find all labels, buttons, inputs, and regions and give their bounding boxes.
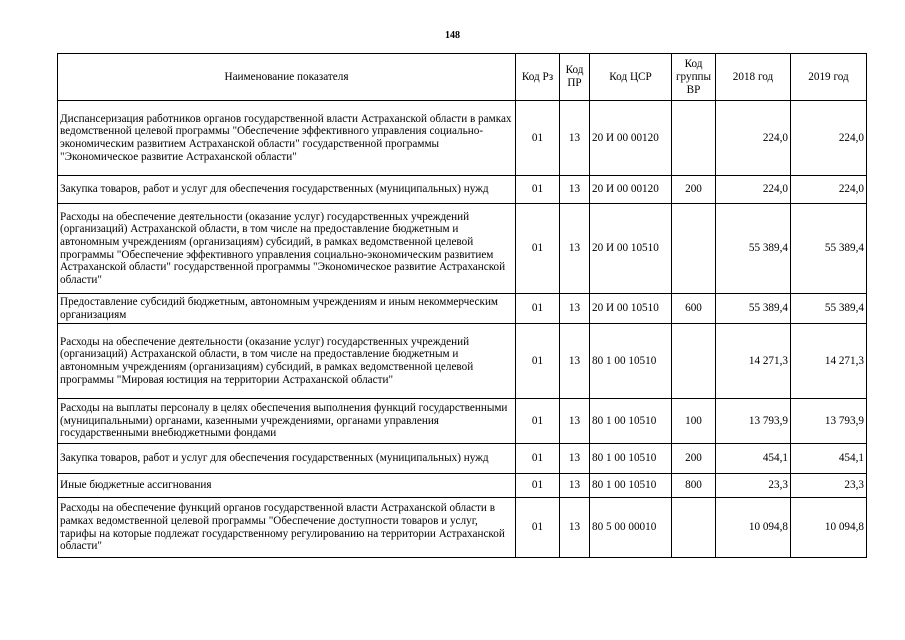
row-pr: 13 [560, 324, 590, 399]
table-row [58, 444, 867, 474]
row-csr: 80 5 00 00010 [590, 498, 672, 558]
row-pr: 13 [560, 399, 590, 444]
row-csr: 80 1 00 10510 [590, 399, 672, 444]
header-rz: Код Рз [516, 54, 560, 101]
row-name: Закупка товаров, работ и услуг для обеспечения государственных (муниципальных) нужд [58, 176, 516, 204]
header-2018: 2018 год [716, 54, 791, 101]
row-csr: 80 1 00 10510 [590, 324, 672, 399]
row-pr: 13 [560, 498, 590, 558]
row-rz: 01 [516, 204, 560, 294]
row-2019: 224,0 [791, 101, 867, 176]
header-vr: Код группы ВР [672, 54, 716, 101]
row-2019: 13 793,9 [791, 399, 867, 444]
row-rz: 01 [516, 474, 560, 498]
table-row [58, 204, 867, 294]
row-vr [672, 324, 716, 399]
row-vr: 800 [672, 474, 716, 498]
header-2019: 2019 год [791, 54, 867, 101]
row-2018: 224,0 [716, 101, 791, 176]
table-row [58, 498, 867, 558]
row-name: Закупка товаров, работ и услуг для обеспечения государственных (муниципальных) нужд [58, 444, 516, 474]
row-vr [672, 204, 716, 294]
table-row [58, 324, 867, 399]
row-2018: 55 389,4 [716, 204, 791, 294]
row-rz: 01 [516, 101, 560, 176]
row-vr [672, 101, 716, 176]
row-csr: 20 И 00 00120 [590, 176, 672, 204]
row-2019: 23,3 [791, 474, 867, 498]
row-2018: 55 389,4 [716, 294, 791, 324]
row-csr: 80 1 00 10510 [590, 444, 672, 474]
row-2019: 14 271,3 [791, 324, 867, 399]
row-vr: 200 [672, 444, 716, 474]
header-name: Наименование показателя [58, 54, 516, 101]
row-pr: 13 [560, 204, 590, 294]
page-number: 148 [445, 30, 460, 41]
row-csr: 20 И 00 10510 [590, 204, 672, 294]
row-name: Диспансеризация работников органов государственной власти Астраханской области в рамках ведомственной целевой программы "Обеспечение эффективного управления социально-экономическим развитием Астраханской области" государственной программы "Экономическое развитие Астраханской области" [58, 101, 516, 176]
row-pr: 13 [560, 101, 590, 176]
row-name: Расходы на обеспечение деятельности (оказание услуг) государственных учреждений (организаций) Астраханской области, в том числе на предоставление бюджетным и автономным учреждениям (организациям) субсидий, в рамках ведомственной целевой программы "Мировая юстиция на территории Астраханской области" [58, 324, 516, 399]
row-name: Расходы на выплаты персоналу в целях обеспечения выполнения функций государственными (муниципальными) органами, казенными учреждениями, органами управления государственными внебюджетными фондами [58, 399, 516, 444]
table-row [58, 101, 867, 176]
row-rz: 01 [516, 444, 560, 474]
row-2018: 224,0 [716, 176, 791, 204]
header-pr: Код ПР [560, 54, 590, 101]
row-2018: 10 094,8 [716, 498, 791, 558]
row-2018: 454,1 [716, 444, 791, 474]
row-name: Предоставление субсидий бюджетным, автономным учреждениям и иным некоммерческим организациям [58, 294, 516, 324]
row-csr: 80 1 00 10510 [590, 474, 672, 498]
row-rz: 01 [516, 498, 560, 558]
table-row [58, 474, 867, 498]
row-csr: 20 И 00 10510 [590, 294, 672, 324]
row-vr: 100 [672, 399, 716, 444]
row-rz: 01 [516, 399, 560, 444]
row-2018: 13 793,9 [716, 399, 791, 444]
row-vr [672, 498, 716, 558]
header-csr: Код ЦСР [590, 54, 672, 101]
row-pr: 13 [560, 294, 590, 324]
row-vr: 600 [672, 294, 716, 324]
row-pr: 13 [560, 176, 590, 204]
table-row [58, 294, 867, 324]
row-2018: 14 271,3 [716, 324, 791, 399]
row-rz: 01 [516, 294, 560, 324]
row-rz: 01 [516, 324, 560, 399]
table-row [58, 176, 867, 204]
row-2019: 55 389,4 [791, 204, 867, 294]
row-pr: 13 [560, 444, 590, 474]
row-2019: 10 094,8 [791, 498, 867, 558]
row-name: Расходы на обеспечение функций органов государственной власти Астраханской области в рамках ведомственной целевой программы "Обеспечение доступности товаров и услуг, тарифы на которые подлежат государственному регулированию на территории Астраханской области" [58, 498, 516, 558]
header-row [58, 54, 867, 101]
budget-table [57, 53, 867, 558]
row-2018: 23,3 [716, 474, 791, 498]
table-row [58, 399, 867, 444]
row-2019: 454,1 [791, 444, 867, 474]
row-2019: 224,0 [791, 176, 867, 204]
row-rz: 01 [516, 176, 560, 204]
row-2019: 55 389,4 [791, 294, 867, 324]
row-csr: 20 И 00 00120 [590, 101, 672, 176]
row-name: Иные бюджетные ассигнования [58, 474, 516, 498]
row-name: Расходы на обеспечение деятельности (оказание услуг) государственных учреждений (организаций) Астраханской области, в том числе на предоставление бюджетным и автономным учреждениям (организациям) субсидий, в рамках ведомственной целевой программы "Обеспечение эффективного управления социально-экономическим развитием Астраханской области" государственной программы "Экономическое развитие Астраханской области" [58, 204, 516, 294]
row-pr: 13 [560, 474, 590, 498]
row-vr: 200 [672, 176, 716, 204]
